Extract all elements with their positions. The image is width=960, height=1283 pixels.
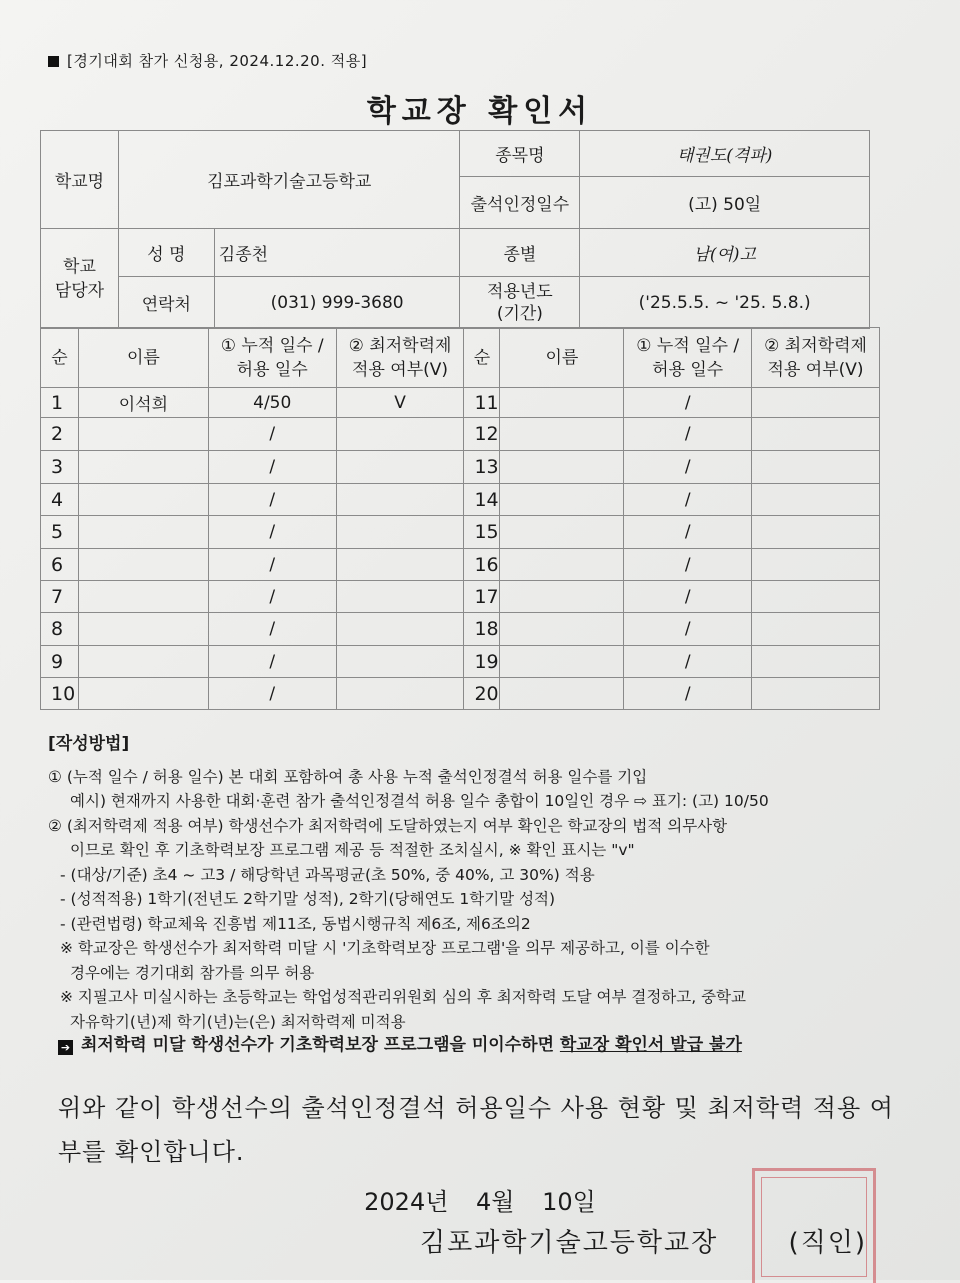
- row-number: 9: [41, 646, 79, 678]
- instruction-line: 이므로 확인 후 기초학력보장 프로그램 제공 등 적절한 조치실시, ※ 확인 표시는 "v": [70, 841, 635, 859]
- principal-name: 김포과학기술고등학교장: [420, 1228, 719, 1258]
- year-label: 적용년도 (기간): [460, 277, 580, 329]
- table-row: [41, 613, 880, 646]
- attendance-label: 출석인정일수: [460, 177, 580, 229]
- event-value: 태권도(격파): [580, 131, 870, 177]
- arrow-right-icon: ➔: [58, 1040, 73, 1055]
- days-cell: /: [208, 613, 336, 646]
- table-row: [41, 418, 880, 451]
- student-name: [500, 451, 624, 484]
- notice: [58, 1030, 742, 1055]
- student-name: [500, 484, 624, 516]
- info-table: [40, 130, 870, 329]
- instruction-line: - (성적적용) 1학기(전년도 2학기말 성적), 2학기(당해연도 1학기말 성적): [60, 890, 556, 908]
- row-number: 15: [464, 516, 500, 549]
- instruction-line: ② (최저학력제 적용 여부) 학생선수가 최저학력에 도달하였는지 여부 확인은 학교장의 법적 의무사항: [48, 816, 728, 835]
- student-name: [500, 388, 624, 418]
- applies-cell: [752, 581, 880, 613]
- category-value: 남(여)고: [580, 229, 870, 277]
- days-cell: /: [624, 418, 752, 451]
- applies-cell: [752, 678, 880, 710]
- days-cell: /: [208, 516, 336, 549]
- header-no: 순: [464, 328, 500, 388]
- student-name: [78, 613, 208, 646]
- page-title: 학교장 확인서: [366, 94, 594, 129]
- notice-emphasis: 학교장 확인서 발급 불가: [559, 1035, 742, 1055]
- row-number: 6: [41, 549, 79, 581]
- days-cell: /: [208, 484, 336, 516]
- days-cell: /: [624, 451, 752, 484]
- applies-cell: [752, 613, 880, 646]
- instruction-line: ※ 학교장은 학생선수가 최저학력 미달 시 '기초학력보장 프로그램'을 의무 제공하고, 이를 이수한: [60, 939, 710, 957]
- row-number: 11: [464, 388, 500, 418]
- row-number: 20: [464, 678, 500, 710]
- header-applies: ② 최저학력제 적용 여부(V): [752, 328, 880, 388]
- days-cell: /: [208, 581, 336, 613]
- row-number: 17: [464, 581, 500, 613]
- instruction-line: ① (누적 일수 / 허용 일수) 본 대회 포함하여 총 사용 누적 출석인정결석 허용 일수를 기입: [48, 767, 648, 786]
- applies-cell: [752, 484, 880, 516]
- header-name: 이름: [500, 328, 624, 388]
- header-name: 이름: [78, 328, 208, 388]
- days-cell: /: [624, 516, 752, 549]
- table-row: [41, 581, 880, 613]
- contact-value: (031) 999-3680: [214, 277, 460, 329]
- applies-cell: [752, 451, 880, 484]
- applies-cell: [752, 388, 880, 418]
- student-name: [78, 516, 208, 549]
- staff-label: 학교 담당자: [41, 229, 119, 329]
- table-row: [41, 451, 880, 484]
- seal-label: (직인): [788, 1228, 868, 1258]
- row-number: 2: [41, 418, 79, 451]
- applies-cell: [752, 549, 880, 581]
- student-name: [500, 516, 624, 549]
- school-label: 학교명: [41, 131, 119, 229]
- student-name: [78, 646, 208, 678]
- applies-cell: V: [336, 388, 464, 418]
- days-cell: /: [208, 451, 336, 484]
- row-number: 5: [41, 516, 79, 549]
- header-applies: ② 최저학력제 적용 여부(V): [336, 328, 464, 388]
- days-cell: /: [624, 581, 752, 613]
- applies-cell: [336, 646, 464, 678]
- row-number: 19: [464, 646, 500, 678]
- instructions-heading: [작성방법]: [48, 734, 130, 754]
- days-cell: /: [624, 678, 752, 710]
- row-number: 4: [41, 484, 79, 516]
- row-number: 7: [41, 581, 79, 613]
- row-number: 1: [41, 388, 79, 418]
- student-name: [78, 678, 208, 710]
- student-name: [78, 418, 208, 451]
- days-cell: /: [208, 418, 336, 451]
- days-cell: /: [208, 549, 336, 581]
- table-body: [41, 388, 880, 710]
- student-name: [500, 678, 624, 710]
- applies-cell: [336, 678, 464, 710]
- table-row: [41, 646, 880, 678]
- student-name: [78, 484, 208, 516]
- student-name: [78, 451, 208, 484]
- square-bullet-icon: [48, 56, 59, 67]
- applies-cell: [336, 418, 464, 451]
- student-name: [500, 613, 624, 646]
- category-label: 종별: [460, 229, 580, 277]
- applies-cell: [336, 451, 464, 484]
- row-number: 10: [41, 678, 79, 710]
- row-number: 12: [464, 418, 500, 451]
- attendance-value: (고) 50일: [580, 177, 870, 229]
- instruction-line: 예시) 현재까지 사용한 대회·훈련 참가 출석인정결석 허용 일수 총합이 10일인 경우 ⇨ 표기: (고) 10/50: [70, 792, 769, 810]
- days-cell: /: [624, 646, 752, 678]
- table-row: [41, 549, 880, 581]
- header-note-text: [경기대회 참가 신청용, 2024.12.20. 적용]: [67, 52, 368, 70]
- days-cell: /: [624, 613, 752, 646]
- row-number: 14: [464, 484, 500, 516]
- contact-label: 연락처: [118, 277, 214, 329]
- official-seal: [752, 1168, 876, 1283]
- days-cell: /: [624, 484, 752, 516]
- instruction-line: ※ 지필고사 미실시하는 초등학교는 학업성적관리위원회 심의 후 최저학력 도달 여부 결정하고, 중학교: [60, 988, 747, 1006]
- student-name: [500, 581, 624, 613]
- row-number: 13: [464, 451, 500, 484]
- days-cell: /: [624, 388, 752, 418]
- header-days: ① 누적 일수 / 허용 일수: [208, 328, 336, 388]
- student-name: 이석희: [78, 388, 208, 418]
- days-cell: /: [208, 678, 336, 710]
- header-note: [48, 50, 367, 71]
- row-number: 18: [464, 613, 500, 646]
- applies-cell: [336, 549, 464, 581]
- student-name: [78, 549, 208, 581]
- row-number: 3: [41, 451, 79, 484]
- days-cell: 4/50: [208, 388, 336, 418]
- student-name: [500, 646, 624, 678]
- row-number: 16: [464, 549, 500, 581]
- student-table: [40, 327, 880, 710]
- applies-cell: [752, 646, 880, 678]
- instructions: [48, 732, 898, 1034]
- row-number: 8: [41, 613, 79, 646]
- applies-cell: [752, 418, 880, 451]
- year-value: ('25.5.5. ~ '25. 5.8.): [580, 277, 870, 329]
- days-cell: /: [208, 646, 336, 678]
- issue-date: 2024년 4월 10일: [364, 1188, 596, 1216]
- applies-cell: [336, 484, 464, 516]
- confirmation-text: 위와 같이 학생선수의 출석인정결석 허용일수 사용 현황 및 최저학력 적용 여부를 확인합니다.: [58, 1094, 894, 1166]
- name-value: 김종천: [214, 229, 460, 277]
- event-label: 종목명: [460, 131, 580, 177]
- header-days: ① 누적 일수 / 허용 일수: [624, 328, 752, 388]
- table-row: [41, 516, 880, 549]
- applies-cell: [336, 613, 464, 646]
- instruction-line: 경우에는 경기대회 참가를 의무 허용: [70, 963, 315, 982]
- table-row: [41, 484, 880, 516]
- school-name: 김포과학기술고등학교: [118, 131, 460, 229]
- student-name: [500, 549, 624, 581]
- table-header-row: [41, 328, 880, 388]
- name-label: 성 명: [118, 229, 214, 277]
- notice-text: 최저학력 미달 학생선수가 기초학력보장 프로그램을 미이수하면: [81, 1035, 560, 1055]
- student-name: [78, 581, 208, 613]
- days-cell: /: [624, 549, 752, 581]
- applies-cell: [336, 516, 464, 549]
- table-row: [41, 678, 880, 710]
- applies-cell: [752, 516, 880, 549]
- applies-cell: [336, 581, 464, 613]
- table-row: [41, 388, 880, 418]
- header-no: 순: [41, 328, 79, 388]
- instruction-line: 자유학기(년)제 학기(년)는(은) 최저학력제 미적용: [70, 1012, 406, 1031]
- instruction-line: - (대상/기준) 초4 ~ 고3 / 해당학년 과목평균(초 50%, 중 40%, 고 30%) 적용: [60, 865, 595, 884]
- student-name: [500, 418, 624, 451]
- instruction-line: - (관련법령) 학교체육 진흥법 제11조, 동법시행규칙 제6조, 제6조의2: [60, 914, 531, 933]
